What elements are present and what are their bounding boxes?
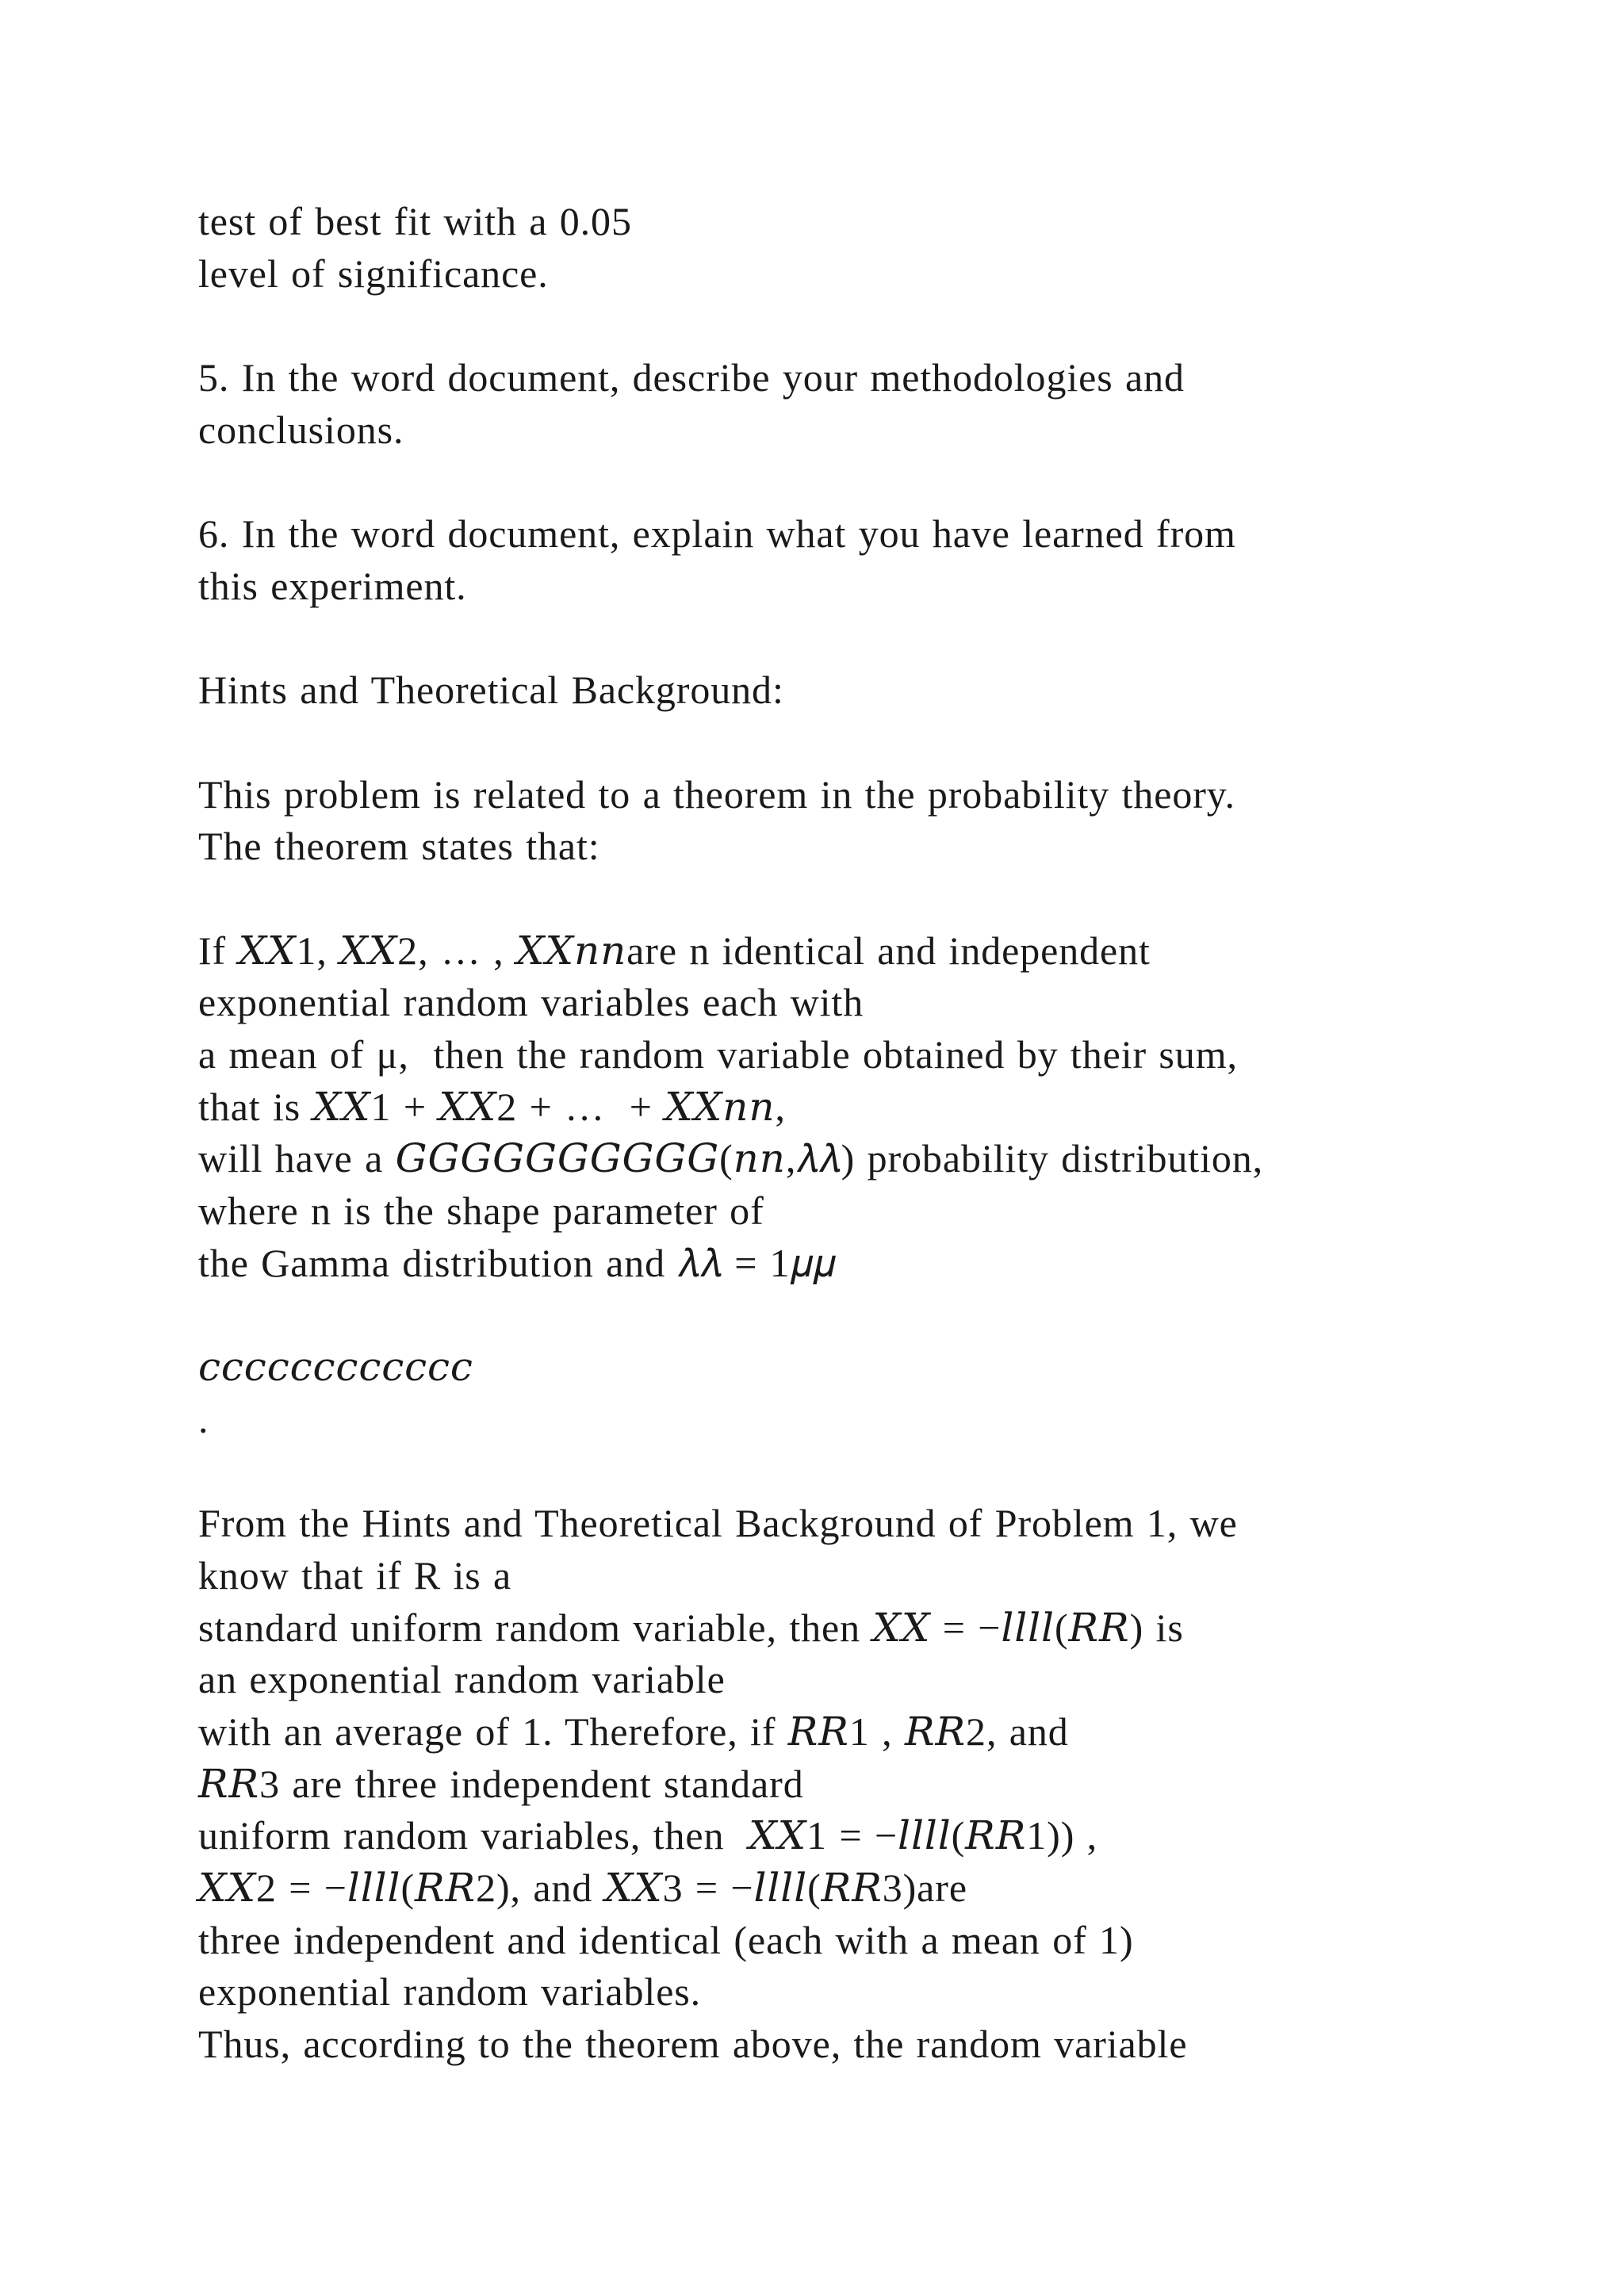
text-line: standard uniform random variable, then 𝑋𝑋 = −𝑙𝑙𝑙𝑙(𝑅𝑅) is <box>198 1605 1184 1650</box>
text-line: 5. In the word document, describe your methodologies and <box>198 355 1185 400</box>
text-line: where n is the shape parameter of <box>198 1188 764 1234</box>
text-line: This problem is related to a theorem in the probability theory. <box>198 771 1235 817</box>
text-line: an exponential random variable <box>198 1657 726 1702</box>
text-line: The theorem states that: <box>198 824 600 869</box>
text-line: From the Hints and Theoretical Background of Problem 1, we <box>198 1501 1238 1546</box>
text-line: that is 𝑋𝑋1 + 𝑋𝑋2 + … + 𝑋𝑋𝑛𝑛, <box>198 1084 786 1129</box>
text-line: test of best fit with a 0.05 <box>198 199 632 243</box>
text-line: conclusions. <box>198 407 404 452</box>
blank-line <box>198 1446 1594 1498</box>
text-line: 𝑅𝑅3 are three independent standard <box>198 1761 804 1806</box>
blank-line <box>198 300 1594 352</box>
text-line: know that if R is a <box>198 1552 512 1598</box>
blank-line <box>198 873 1594 925</box>
text-line: will have a 𝐺𝐺𝐺𝐺𝐺𝐺𝐺𝐺𝐺𝐺(𝑛𝑛,𝜆𝜆) probability distribution, <box>198 1136 1264 1181</box>
text-line: level of significance. <box>198 251 549 296</box>
blank-line <box>198 1289 1594 1341</box>
text-line: three independent and identical (each with a mean of 1) <box>198 1917 1134 1962</box>
text-line: Thus, according to the theorem above, the random variable <box>198 2022 1188 2067</box>
text-line: the Gamma distribution and 𝜆𝜆 = 1𝜇𝜇 <box>198 1240 836 1285</box>
text-line: . <box>198 1396 209 1441</box>
section-heading: Hints and Theoretical Background: <box>198 668 784 713</box>
text-line: 𝑋𝑋2 = −𝑙𝑙𝑙𝑙(𝑅𝑅2), and 𝑋𝑋3 = −𝑙𝑙𝑙𝑙(𝑅𝑅3)are <box>198 1866 967 1910</box>
blank-line <box>198 456 1594 508</box>
blank-line <box>198 613 1594 665</box>
text-line: If 𝑋𝑋1, 𝑋𝑋2, … , 𝑋𝑋𝑛𝑛are n identical and independent <box>198 928 1151 973</box>
text-line: 6. In the word document, explain what you have learned from <box>198 511 1236 557</box>
text-line: 𝑐𝑐𝑐𝑐𝑐𝑐𝑐𝑐𝑐𝑐𝑐𝑐 <box>198 1345 473 1390</box>
text-line: exponential random variables. <box>198 1969 702 2015</box>
text-line: exponential random variables each with <box>198 980 864 1025</box>
text-line: this experiment. <box>198 563 467 608</box>
text-line: with an average of 1. Therefore, if 𝑅𝑅1 , 𝑅𝑅2, and <box>198 1709 1069 1754</box>
document-body <box>198 196 1594 2071</box>
blank-line <box>198 717 1594 769</box>
text-line: a mean of μ, then the random variable obtained by their sum, <box>198 1032 1238 1077</box>
text-line: uniform random variables, then 𝑋𝑋1 = −𝑙𝑙𝑙𝑙(𝑅𝑅1)) , <box>198 1813 1098 1858</box>
